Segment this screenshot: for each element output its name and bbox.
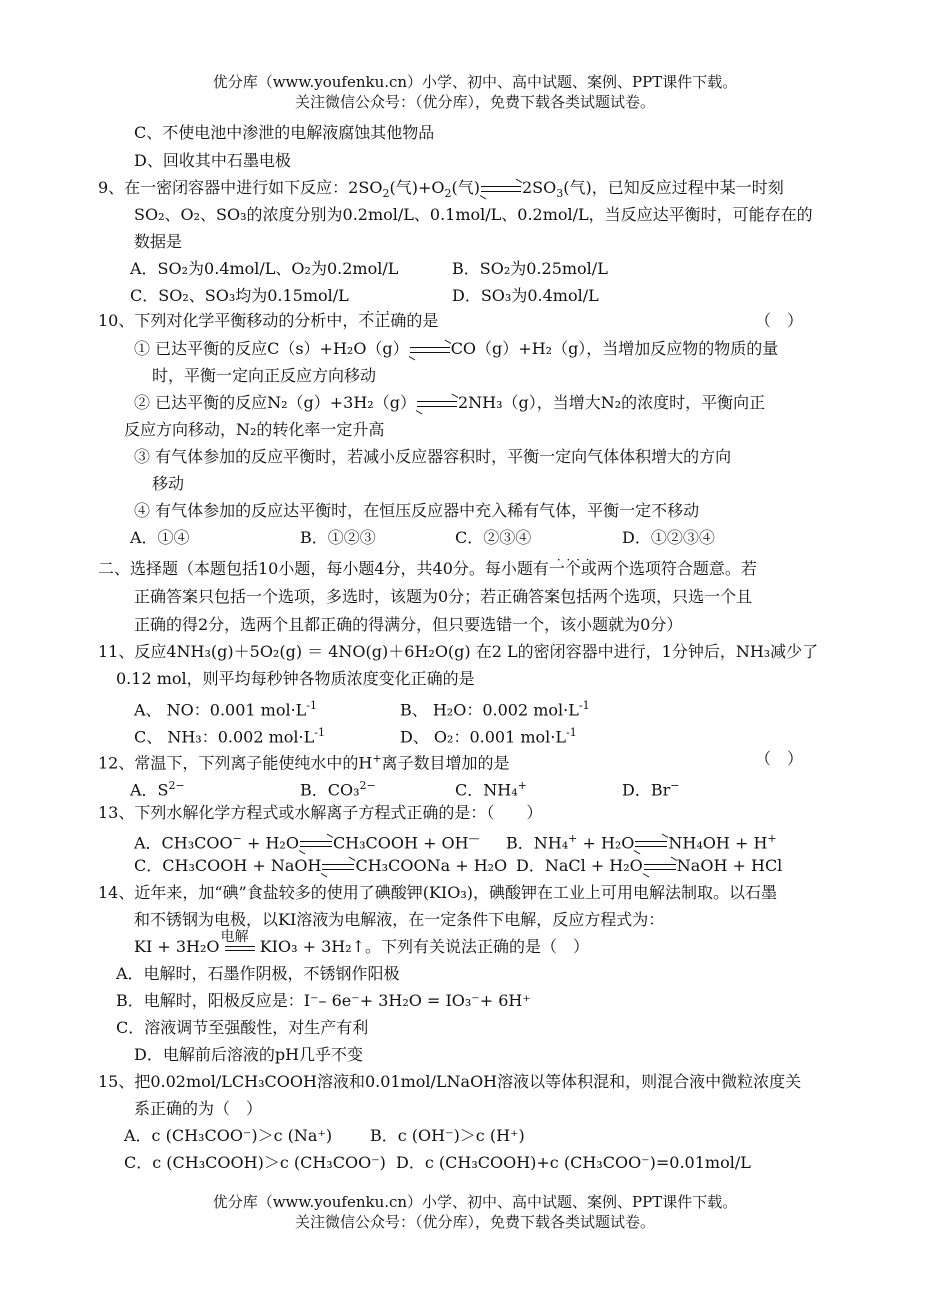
q8-option-d: D、回收其中石墨电极 — [134, 151, 291, 170]
q9-stem-b: (气)+O — [389, 178, 445, 197]
q10-item3-line2: 移动 — [152, 474, 185, 493]
q10-item2-a: ② 已达平衡的反应N₂（g）+3H₂（g） — [134, 393, 416, 412]
q13-a1: A．CH₃COO — [134, 833, 233, 853]
q13-b1-sup: + — [568, 832, 578, 845]
page-footer-line2: 关注微信公众号：（优分库），免费下载各类试题试卷。 — [294, 1213, 655, 1231]
q10-stem — [98, 310, 438, 332]
q14-option-d: D．电解前后溶液的pH几乎不变 — [134, 1045, 364, 1064]
q13-option-a — [134, 828, 480, 854]
q9-option-b: B．SO₂为0.25mol/L — [452, 259, 608, 278]
q14-eq-right: KIO₃ + 3H₂↑。下列有关说法正确的是（ ） — [259, 937, 590, 956]
q10-stem-a: 10、下列对化学平衡移动的分析中， — [98, 311, 359, 330]
q14-option-c: C．溶液调节至强酸性，对生产有利 — [116, 1018, 369, 1037]
q13-b2: + H₂O — [577, 833, 635, 853]
q10-item1-a: ① 已达平衡的反应C（s）+H₂O（g） — [134, 339, 409, 358]
unit-superscript: -1 — [306, 699, 318, 712]
q12-option-c — [455, 775, 527, 801]
q11-option-a-text: A、 NO：0.001 mol·L — [134, 700, 307, 720]
q13-a3: CH₃COOH + OH — [332, 833, 469, 853]
unit-superscript: -1 — [565, 726, 577, 739]
q9-stem-line1: 9、在一密闭容器中进行如下反应：$2SO_2$(气)$+O_2$(气) $2SO_3$(气)，已知反应过程中某一时刻 — [98, 178, 784, 201]
q14-eq-left: KI + 3H₂O — [134, 937, 220, 956]
q10-item2-line2: 反应方向移动，N₂的转化率一定升高 — [124, 420, 385, 439]
q13-option-d — [516, 855, 782, 877]
q12-option-a-sup: 2− — [168, 779, 185, 792]
q9-stem-d: 2SO — [521, 178, 557, 197]
q11-option-d — [400, 722, 577, 748]
q10-option-d: D．①②③④ — [622, 528, 715, 547]
section2-line2: 正确答案只包括一个选项，多选时，该题为0分；若正确答案包括两个选项，只选一个且 — [134, 587, 753, 606]
q9-option-d: D．SO₃为0.4mol/L — [452, 286, 599, 305]
q12-option-c-sup: + — [517, 779, 527, 792]
q9-option-a: A．SO₂为0.4mol/L、O₂为0.2mol/L — [130, 259, 399, 278]
section2-line3: 正确的得2分，选两个且都正确的得满分，但只要选错一个，该小题就为0分） — [134, 615, 683, 634]
q13-c2: CH₃COONa + H₂O — [355, 856, 508, 875]
equilibrium-arrow-icon — [300, 838, 332, 850]
q15-option-b: B．c (OH⁻)＞c (H⁺) — [370, 1126, 525, 1145]
q13-d1: D．NaCl + H₂O — [516, 856, 643, 875]
q12-stem-a: 12、常温下，下列离子能使纯水中的H — [98, 753, 373, 773]
q12-option-c-text: C．NH₄ — [455, 780, 518, 800]
q10-item3-line1: ③ 有气体参加的反应平衡时，若减小反应器容积时，平衡一定向气体体积增大的方向 — [134, 447, 732, 466]
q9-stem-e: (气)，已知反应过程中某一时刻 — [563, 178, 784, 197]
q13-b1: B．NH₄ — [506, 833, 569, 853]
q15-option-a: A．c (CH₃COO⁻)＞c (Na⁺) — [124, 1126, 333, 1145]
equilibrium-arrow-icon — [481, 183, 521, 195]
equilibrium-arrow-icon — [417, 398, 457, 410]
q11-option-d-text: D、 O₂：0.001 mol·L — [400, 727, 566, 747]
q11-option-a — [134, 695, 317, 721]
q13-a1-sup: − — [232, 832, 242, 845]
q13-d2: NaOH + HCl — [676, 856, 783, 875]
q12-stem-sup: + — [372, 752, 382, 765]
q12-option-b-text: B．CO₃ — [300, 780, 360, 800]
q14-option-a: A．电解时，石墨作阴极，不锈钢作阳极 — [116, 964, 400, 983]
q9-option-c: C．SO₂、SO₃均为0.15mol/L — [130, 286, 349, 305]
q10-option-b: B．①②③ — [300, 528, 376, 547]
q12-stem — [98, 748, 510, 774]
q12-option-b-sup: 2− — [359, 779, 376, 792]
electrolysis-sign-icon — [220, 929, 255, 951]
q13-stem: 13、下列水解化学方程式或水解离子方程式正确的是：（ ） — [98, 803, 543, 822]
unit-superscript: -1 — [578, 699, 590, 712]
q15-stem-line2: 系正确的为（ ） — [134, 1099, 263, 1118]
q9-stem-line3: 数据是 — [134, 232, 183, 251]
q11-option-c-text: C、 NH₃：0.002 mol·L — [134, 727, 315, 747]
q12-stem-b: 离子数目增加的是 — [381, 753, 510, 773]
q12-option-b — [300, 775, 376, 801]
q15-stem-line1: 15、把0.02mol/LCH₃COOH溶液和0.01mol/LNaOH溶液以等体积混和，则混合液中微粒浓度关 — [98, 1072, 802, 1091]
q13-c1: C．CH₃COOH + NaOH — [134, 856, 322, 875]
q11-option-c — [134, 722, 325, 748]
q10-item2-line1 — [134, 392, 765, 414]
q12-option-a-text: A．S — [130, 780, 169, 800]
q10-stem-emphasis: 不正确 · · · — [358, 311, 406, 330]
q12-option-d-text: D．Br — [622, 780, 671, 800]
q15-option-c: C．c (CH₃COOH)＞c (CH₃COO⁻) — [124, 1153, 386, 1172]
q11-stem-line1: 11、反应4NH₃(g)＋5O₂(g) ＝ 4NO(g)＋6H₂O(g) 在2 L的密闭容器中进行，1分钟后，NH₃减少了 — [98, 642, 819, 661]
q15-option-d: D．c (CH₃COOH)+c (CH₃COO⁻)=0.01mol/L — [396, 1153, 751, 1172]
section2-line1 — [98, 558, 757, 580]
q14-option-b: B．电解时，阳极反应是：I⁻– 6e⁻+ 3H₂O = IO₃⁻+ 6H⁺ — [116, 991, 531, 1010]
equilibrium-arrow-icon — [635, 838, 667, 850]
q10-answer-paren: （ ） — [755, 311, 804, 330]
q10-item1-line2: 时，平衡一定向正反应方向移动 — [152, 366, 377, 385]
q13-option-b — [506, 828, 777, 854]
q10-item4: ④ 有气体参加的反应达平衡时，在恒压反应器中充入稀有气体，平衡一定不移动 — [134, 501, 700, 520]
q14-stem-line1: 14、近年来，加“碘”食盐较多的使用了碘酸钾(KIO₃)，碘酸钾在工业上可用电解法制取。以石墨 — [98, 883, 778, 902]
q10-option-c: C．②③④ — [455, 528, 532, 547]
q10-item1-b: CO（g）+H₂（g），当增加反应物的物质的量 — [450, 339, 779, 358]
q13-a3-sup: — — [468, 832, 480, 845]
q12-option-d-sup: − — [670, 779, 680, 792]
page-header-line1: 优分库（www.youfenku.cn）小学、初中、高中试题、案例、PPT课件下载。 — [212, 73, 738, 91]
q14-stem-line2: 和不锈钢为电极，以KI溶液为电解液，在一定条件下电解，反应方程式为： — [134, 910, 665, 929]
q9-stem-a: 9、在一密闭容器中进行如下反应：2SO — [98, 178, 383, 197]
q12-option-a — [130, 775, 185, 801]
q12-option-d — [622, 775, 679, 801]
q10-item2-b: 2NH₃（g），当增大N₂的浓度时，平衡向正 — [457, 393, 766, 412]
q12-answer-paren: （ ） — [755, 749, 804, 768]
q11-stem-line2: 0.12 mol，则平均每秒钟各物质浓度变化正确的是 — [116, 669, 475, 688]
q14-eq-condition: 电解 — [220, 929, 249, 945]
q10-stem-b: 的是 — [406, 311, 439, 330]
q13-a2: + H₂O — [241, 833, 299, 853]
page-header-line2: 关注微信公众号：（优分库），免费下载各类试题试卷。 — [294, 93, 655, 111]
q13-b3-sup: + — [767, 832, 777, 845]
q9-stem-line2: SO₂、O₂、SO₃的浓度分别为0.2mol/L、0.1mol/L、0.2mol/L，当反应达平衡时，可能存在的 — [134, 205, 813, 224]
q13-b3: NH₄OH + H — [668, 833, 768, 853]
q8-option-c: C、不使电池中渗泄的电解液腐蚀其他物品 — [134, 123, 435, 142]
q11-option-b-text: B、 H₂O：0.002 mol·L — [400, 700, 579, 720]
equilibrium-arrow-icon — [322, 861, 354, 873]
page-footer-line1: 优分库（www.youfenku.cn）小学、初中、高中试题、案例、PPT课件下载。 — [212, 1193, 738, 1211]
section2-line1-a: 二、选择题（本题包括10小题，每小题4分，共40分。每小题有 — [98, 559, 549, 578]
q9-stem-c: (气) — [451, 178, 480, 197]
q13-option-c — [134, 855, 507, 877]
unit-superscript: -1 — [314, 726, 325, 739]
q14-equation — [134, 929, 590, 958]
section2-line1-b: 选项符合题意。若 — [628, 559, 757, 578]
q10-option-a: A．①④ — [130, 528, 190, 547]
equilibrium-arrow-icon — [644, 861, 676, 873]
equilibrium-arrow-icon — [410, 344, 450, 356]
section2-emphasis: 一个或两个 · · · · — [549, 559, 629, 578]
q11-option-b — [400, 695, 590, 721]
q10-item1-line1 — [134, 338, 778, 360]
